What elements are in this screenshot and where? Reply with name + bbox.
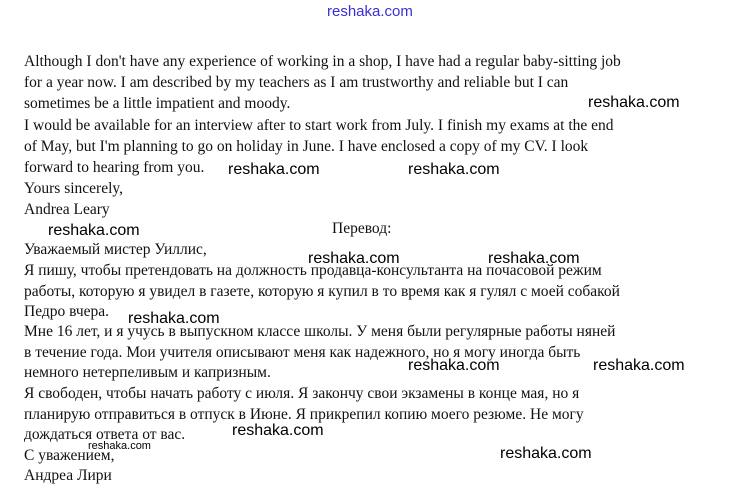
letter-ru-line: дождаться ответа от вас. bbox=[24, 426, 186, 443]
letter-ru-line: Я пишу, чтобы претендовать на должность продавца-консультанта на почасовой режим bbox=[24, 262, 602, 279]
watermark: reshaka.com bbox=[232, 422, 324, 439]
letter-ru-line: Педро вчера. bbox=[24, 303, 110, 320]
letter-en-line: for a year now. I am described by my teachers as I am trustworthy and reliable but I can bbox=[24, 74, 569, 91]
letter-ru-line: работы, которую я увидел в газете, которую я купил в то время как я гулял с моей собакой bbox=[24, 283, 620, 300]
watermark: reshaka.com bbox=[408, 161, 500, 178]
watermark: reshaka.com bbox=[588, 94, 680, 111]
letter-en-signature: Andrea Leary bbox=[24, 201, 110, 218]
letter-ru-closing: С уважением, bbox=[24, 447, 115, 464]
letter-ru-signature: Андреа Лири bbox=[24, 467, 112, 484]
watermark: reshaka.com bbox=[408, 357, 500, 374]
letter-en-line: Although I don't have any experience of working in a shop, I have had a regular baby-sitting job bbox=[24, 53, 621, 70]
letter-ru-line: Мне 16 лет, и я учусь в выпускном классе школы. У меня были регулярные работы няней bbox=[24, 323, 616, 340]
letter-ru-greeting: Уважаемый мистер Уиллис, bbox=[24, 241, 207, 258]
letter-ru-line: планирую отправиться в отпуск в Июне. Я прикрепил копию моего резюме. Не могу bbox=[24, 406, 584, 423]
watermark: reshaka.com bbox=[48, 222, 140, 239]
watermark: reshaka.com bbox=[500, 445, 592, 462]
letter-en-line: forward to hearing from you. bbox=[24, 159, 205, 176]
letter-en-line: I would be available for an interview after to start work from July. I finish my exams at the end bbox=[24, 117, 614, 134]
letter-ru-line: немного нетерпеливым и капризным. bbox=[24, 364, 271, 381]
letter-ru-line: Я свободен, чтобы начать работу с июля. Я закончу свои экзамены в конце мая, но я bbox=[24, 385, 580, 402]
watermark: reshaka.com bbox=[228, 161, 320, 178]
watermark-header: reshaka.com bbox=[327, 3, 413, 20]
watermark: reshaka.com bbox=[593, 357, 685, 374]
letter-en-line: of May, but I'm planning to go on holiday in June. I have enclosed a copy of my CV. I look bbox=[24, 138, 589, 155]
watermark: reshaka.com bbox=[128, 310, 220, 327]
watermark: reshaka.com bbox=[308, 250, 400, 267]
watermark-small: reshaka.com bbox=[88, 440, 151, 452]
watermark: reshaka.com bbox=[488, 250, 580, 267]
letter-en-closing: Yours sincerely, bbox=[24, 180, 124, 197]
letter-ru-line: в течение года. Мои учителя описывают меня как надежного, но я могу иногда быть bbox=[24, 344, 581, 361]
translation-heading: Перевод: bbox=[332, 220, 392, 237]
letter-en-line: sometimes be a little impatient and moody. bbox=[24, 95, 291, 112]
